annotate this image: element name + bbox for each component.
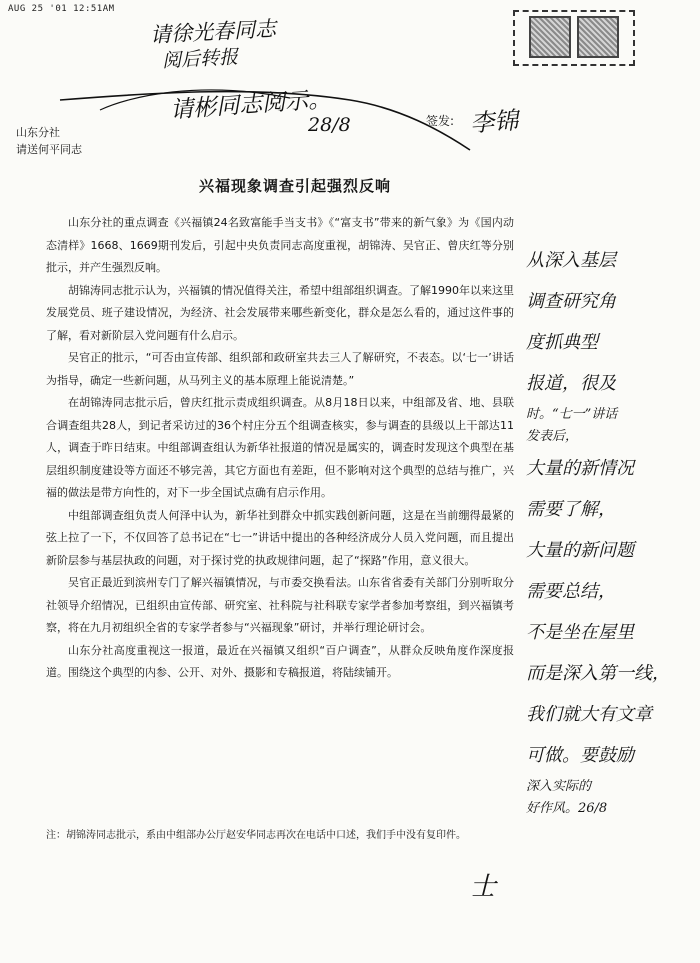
sender-branch: 山东分社 [16, 126, 60, 139]
margin-comment-line: 时。“七一”讲话 [526, 407, 618, 422]
margin-comment-line: 而是深入第一线， [526, 663, 670, 684]
document-footnote: 注：胡锦涛同志批示，系由中组部办公厅赵安华同志再次在电话中口述，我们手中没有复印件。 [46, 830, 466, 841]
handwritten-margin-comment [526, 240, 698, 820]
margin-comment-line: 可做。要鼓励 [526, 745, 634, 766]
margin-comment-line: 调查研究角 [526, 291, 616, 312]
handwritten-instruction-date: 28/8 [308, 114, 351, 136]
handwritten-instruction-line-2: 阅后转报 [161, 46, 239, 72]
body-paragraph: 山东分社的重点调查《兴福镇24名致富能手当支书》《“富支书”带来的新气象》为《国内动态清样》1668、1669期刊发后，引起中央负责同志高度重视，胡锦涛、吴官正、曾庆红等分别批示，并产生强烈反响。 [46, 216, 514, 274]
body-paragraph: 在胡锦涛同志批示后，曾庆红批示责成组织调查。从8月18日以来，中组部及省、地、县联合调查组共28人，到记者采访过的36个村庄分五个组调查核实，参与调查的县级以上干部达11人，调查于昨日结束。中组部调查组认为新华社报道的情况是属实的，调查时发现这个典型在基层组织制度建设等方面还不够完善，其它方面也有差距，但不影响对这个典型的总结与推广，兴福的做法是带方向性的，对下一步全国试点确有启示作用。 [46, 396, 514, 499]
body-paragraph: 山东分社高度重视这一报道，最近在兴福镇又组织“百户调查”，从群众反映角度作深度报道。围绕这个典型的内参、公开、对外、摄影和专稿报道，将陆续铺开。 [46, 643, 514, 679]
margin-comment-line: 报道，很及 [526, 373, 616, 394]
seal-stamp-left [529, 16, 571, 58]
handwritten-instruction-line-1: 请徐光春同志 [149, 16, 277, 48]
sign-off-signature: 李锦 [469, 106, 520, 138]
margin-comment-line: 度抓典型 [526, 332, 598, 353]
margin-comment-line: 从深入基层 [526, 250, 616, 271]
body-paragraph: 吴官正的批示，“可否由宣传部、组织部和政研室共去三人了解研究，不表态。以‘七一’讲话为指导，确定一些新问题，从马列主义的基本原理上能说清楚。” [46, 351, 514, 387]
body-paragraph: 中组部调查组负责人何泽中认为，新华社到群众中抓实践创新问题，这是在当前绷得最紧的弦上拉了一下，不仅回答了总书记在“七一”讲话中提出的各种经济成分人员入党问题，而且提出新阶层参与基层执政的问题，对于探讨党的执政规律问题，起了“探路”作用，意义很大。 [46, 508, 514, 567]
margin-comment-line: 需要了解， [526, 499, 616, 520]
margin-comment-line: 我们就大有文章 [526, 704, 652, 725]
margin-comment-line: 大量的新情况 [526, 458, 634, 479]
margin-comment-line: 不是坐在屋里 [526, 622, 634, 643]
seal-stamp-right [577, 16, 619, 58]
margin-comment-line: 大量的新问题 [526, 540, 634, 561]
margin-comment-line: 需要总结， [526, 581, 616, 602]
document-title: 兴福现象调查引起强烈反响 [198, 177, 391, 195]
handwritten-instruction-line-3: 请彬同志阅示。 [169, 86, 332, 124]
margin-comment-line: 深入实际的 [526, 779, 592, 794]
margin-comment-line: 发表后， [526, 429, 579, 444]
sign-off-label: 签发: [426, 114, 455, 128]
sender-block [16, 124, 82, 158]
margin-comment-line: 好作风。26/8 [526, 801, 608, 816]
sender-recipient: 请送何平同志 [16, 143, 82, 156]
seal-stamp-box [513, 10, 635, 66]
body-paragraph: 胡锦涛同志批示认为，兴福镇的情况值得关注，希望中组部组织调查。了解1990年以来这里发展党员、班子建设情况，为经济、社会发展带来哪些新变化，群众是怎么看的，通过这件事的了解，看对新阶层入党问题有什么启示。 [46, 283, 514, 342]
handwritten-mark: 士 [470, 872, 497, 902]
fax-transmission-header: AUG 25 '01 12:51AM [8, 4, 115, 14]
body-paragraph: 吴官正最近到滨州专门了解兴福镇情况，与市委交换看法。山东省省委有关部门分别听取分社领导介绍情况，已组织由宣传部、研究室、社科院与社科联专家学者参加考察组，到兴福镇考察，将在九月初组织全省的专家学者参与“兴福现象”研讨，并举行理论研讨会。 [46, 576, 514, 634]
document-body [46, 212, 514, 685]
